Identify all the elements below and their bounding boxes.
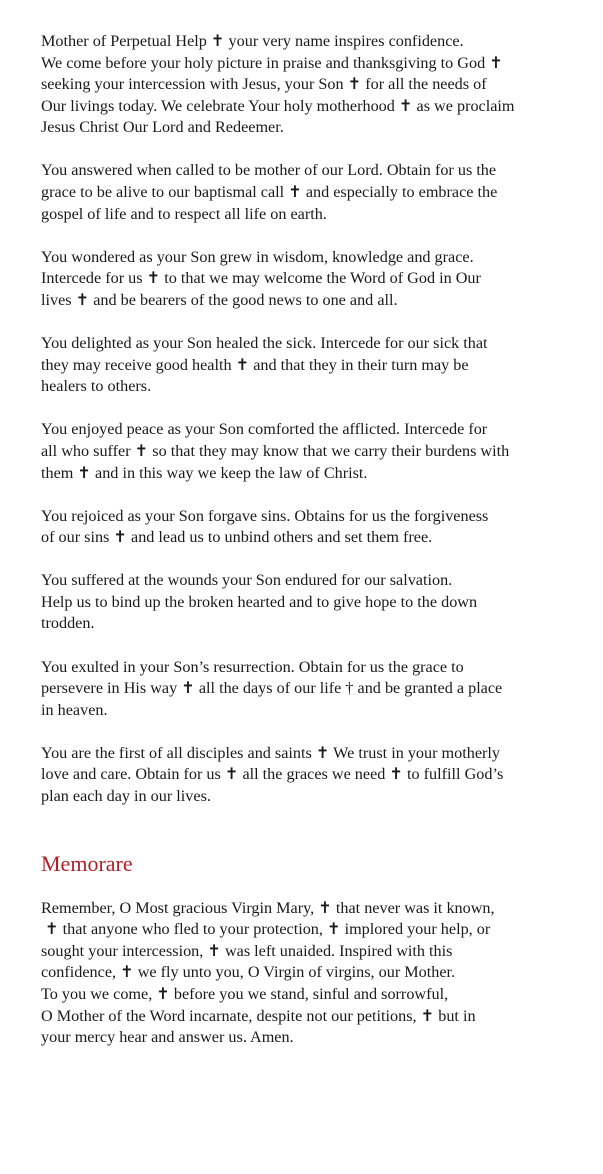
text-line: love and care. Obtain for us ✝ all the graces we need ✝ to fulfill God’s — [41, 765, 504, 784]
text-line: Remember, O Most gracious Virgin Mary, ✝ that never was it known, — [41, 898, 495, 917]
text-line: Intercede for us ✝ to that we may welcome the Word of God in Our — [41, 269, 481, 288]
text-line: You exulted in your Son’s resurrection. Obtain for us the grace to — [41, 657, 464, 676]
text-line: You answered when called to be mother of our Lord. Obtain for us the — [41, 161, 497, 180]
prayer-paragraph-5 — [41, 419, 571, 484]
memorare-heading: Memorare — [41, 850, 133, 876]
text-line: persevere in His way ✝ all the days of our life † and be granted a place — [41, 679, 503, 698]
text-line: all who suffer ✝ so that they may know that we carry their burdens with — [41, 441, 510, 460]
text-line: You are the first of all disciples and saints ✝ We trust in your motherly — [41, 743, 501, 762]
text-line: seeking your intercession with Jesus, your Son ✝ for all the needs of — [41, 75, 487, 94]
text-line: You wondered as your Son grew in wisdom, knowledge and grace. — [41, 247, 474, 266]
text-line: them ✝ and in this way we keep the law of Christ. — [41, 463, 368, 482]
prayer-paragraph-4 — [41, 333, 571, 398]
text-line: your mercy hear and answer us. Amen. — [41, 1028, 294, 1047]
prayer-page — [41, 31, 571, 1070]
prayer-paragraph-6 — [41, 506, 571, 549]
prayer-paragraph-8 — [41, 657, 571, 722]
text-line: You delighted as your Son healed the sick. Intercede for our sick that — [41, 334, 488, 353]
text-line: healers to others. — [41, 377, 152, 396]
text-line: in heaven. — [41, 700, 108, 719]
text-line: You suffered at the wounds your Son endured for our salvation. — [41, 571, 453, 590]
text-line: Jesus Christ Our Lord and Redeemer. — [41, 118, 284, 137]
prayer-paragraph-3 — [41, 247, 571, 312]
text-line: gospel of life and to respect all life on earth. — [41, 204, 327, 223]
prayer-paragraph-7 — [41, 570, 571, 635]
text-line: Mother of Perpetual Help ✝ your very name inspires confidence. — [41, 32, 464, 50]
text-line: O Mother of the Word incarnate, despite not our petitions, ✝ but in — [41, 1006, 476, 1025]
text-line: lives ✝ and be bearers of the good news to one and all. — [41, 290, 398, 309]
text-line: plan each day in our lives. — [41, 787, 211, 806]
text-line: To you we come, ✝ before you we stand, sinful and sorrowful, — [41, 985, 449, 1003]
text-line: You enjoyed peace as your Son comforted the afflicted. Intercede for — [41, 420, 488, 439]
text-line: trodden. — [41, 614, 95, 633]
text-line: they may receive good health ✝ and that they in their turn may be — [41, 355, 469, 374]
text-line: confidence, ✝ we fly unto you, O Virgin of virgins, our Mother. — [41, 963, 456, 982]
text-line: sought your intercession, ✝ was left unaided. Inspired with this — [41, 941, 453, 960]
text-line: We come before your holy picture in praise and thanksgiving to God ✝ — [41, 53, 503, 72]
text-line: of our sins ✝ and lead us to unbind others and set them free. — [41, 528, 433, 547]
prayer-body — [41, 31, 571, 808]
text-line: Help us to bind up the broken hearted and to give hope to the down — [41, 592, 478, 611]
prayer-paragraph-9 — [41, 743, 571, 808]
text-line: Our livings today. We celebrate Your holy motherhood ✝ as we proclaim — [41, 96, 515, 115]
prayer-paragraph-2 — [41, 160, 571, 225]
text-line: ✝ that anyone who fled to your protection, ✝ implored your help, or — [41, 920, 491, 939]
text-line: You rejoiced as your Son forgave sins. Obtains for us the forgiveness — [41, 506, 489, 525]
prayer-paragraph-1 — [41, 31, 571, 139]
memorare-paragraph — [41, 898, 571, 1049]
text-line: grace to be alive to our baptismal call ✝ and especially to embrace the — [41, 183, 498, 202]
